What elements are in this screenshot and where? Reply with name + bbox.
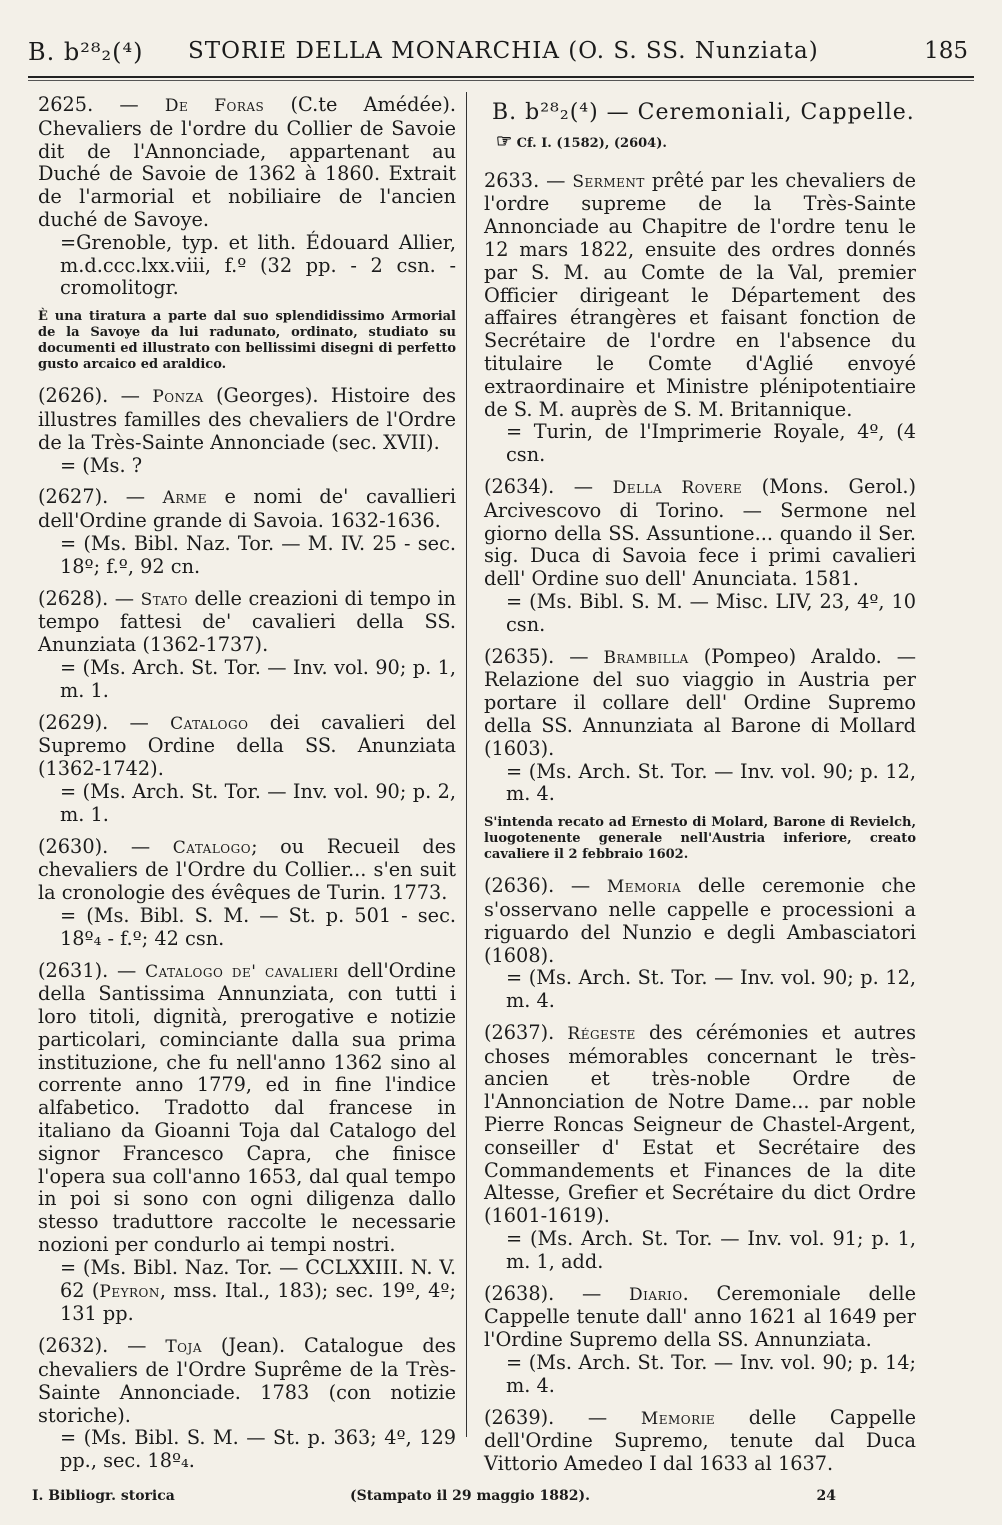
header-title: STORIE DELLA MONARCHIA (O. S. SS. Nunziata) (188, 38, 819, 64)
entry-number: (2626). (38, 384, 109, 408)
column-divider (466, 92, 467, 1437)
entry-2632: (2632). — Toja (Jean). Catalogue des chevaliers de l'Ordre Suprême de la Très-Sainte Annonciade. 1783 (con notizie storiche). = (Ms. Bibl. S. M. — St. p. 363; 4º, 129 pp., sec. 18º₄. (38, 1334, 456, 1473)
entry-citation: = (Ms. Bibl. S. M. — Misc. LIV, 23, 4º, 10 csn. (506, 589, 916, 636)
entry-number: (2634). (484, 474, 555, 498)
entry-number: (2638). (484, 1281, 555, 1305)
entry-citation: = (Ms. Arch. St. Tor. — Inv. vol. 90; p. 12, m. 4. (506, 966, 916, 1013)
left-column (38, 94, 456, 1482)
entry-2633: 2633. — Serment prêté par les chevaliers de l'ordre supreme de la Très-Sainte Annonciade au Chapitre de l'ordre tenu le 12 mars 1822, ensuite des ordres donnés par S. M. au Comte de la Val, premier Officier dirigeant le Département des affaires étrangères et faisant fonction de Secrétaire de l'ordre en l'absence du titulaire le Comte d'Aglié envoyé extraordinaire et Ministre plénipotentiaire de S. M. auprès de S. M. Britannique. = Turin, de l'Imprimerie Royale, 4º, (4 csn. (484, 168, 916, 467)
entry-author: Arme (162, 488, 207, 509)
entry-number: (2630). (38, 834, 109, 858)
entry-author: Memoria (606, 877, 682, 898)
entry-number: 2625. (38, 93, 94, 116)
entry-number: (2631). (38, 958, 109, 982)
entry-author: Brambilla (603, 647, 689, 668)
entry-author: Serment (572, 171, 645, 192)
entry-citation: = (Ms. Arch. St. Tor. — Inv. vol. 90; p. 1, m. 1. (60, 655, 456, 702)
entry-number: (2629). (38, 710, 109, 734)
entry-title: (Jean). Catalogue des chevaliers de l'Ordre Suprême de la Très-Sainte Annonciade. 1783 (con notizie storiche). (38, 1334, 456, 1427)
entry-title: prêté par les chevaliers de l'ordre supreme de la Très-Sainte Annonciade au Chapitre de l'ordre tenu le 12 mars 1822, ensuite des ordres donnés par S. M. au Comte de la Val, premier Officier dirigeant le Département des affaires étrangères et faisant fonction de Secrétaire de l'ordre en l'absence du titulaire le Comte d'Aglié envoyé extraordinaire et Ministre plénipotentiaire de S. M. auprès de S. M. Britannique. (484, 168, 916, 421)
entry-author: Stato (140, 589, 188, 610)
cross-reference-text: Cf. I. (1582), (2604). (516, 135, 667, 151)
entry-number: (2632). (38, 1334, 109, 1358)
entry-author: Ponza (152, 387, 204, 408)
entry-title: (C.te Amédée). Chevaliers de l'ordre du Collier de Savoie dit de l'Annonciade, appartenant au Duché de Savoie de 1362 à 1860. Extrait de l'armorial et nobiliaire de l'ancien duché de Savoye. (38, 93, 456, 231)
entry-author: De Foras (164, 96, 265, 116)
entry-number: (2628). (38, 586, 109, 610)
entry-title: . Ceremoniale delle Cappelle tenute dall' anno 1621 al 1649 per l'Ordine Supremo della SS. Annunziata. (484, 1281, 916, 1352)
entry-title: des cérémonies et autres choses mémorables concernant le très-ancien et très-noble Ordre de l'Annonciation de Notre Dame... par noble Pierre Roncas Seigneur de Chastel-Argent, conseiller d' Estat et Secrétaire des Commandements et Finances de la dite Altesse, Grefier et Secrétaire du dict Ordre (1601-1619). (484, 1020, 916, 1228)
citation-part: , mss. Ital., 183); sec. 19º, 4º; 131 pp. (60, 1278, 456, 1326)
page-number: 185 (924, 38, 968, 64)
entry-2628: (2628). — Stato delle creazioni di tempo in tempo fattesi de' cavalieri della SS. Anunziata (1362-1737). = (Ms. Arch. St. Tor. — Inv. vol. 90; p. 1, m. 1. (38, 586, 456, 702)
entry-number: (2636). (484, 874, 555, 898)
entry-citation: = (Ms. Arch. St. Tor. — Inv. vol. 90; p. 2, m. 1. (60, 779, 456, 826)
entry-2637 (484, 1022, 916, 1274)
entry-author: Memorie (640, 1408, 716, 1429)
entry-title: (Pompeo) Araldo. — Relazione del suo viaggio in Austria per portare il collare dell' Ordine Supremo della SS. Annunziata al Barone di Mollard (1603). (484, 644, 916, 760)
footer-left: I. Bibliogr. storica (32, 1488, 175, 1504)
entry-note: S'intenda recato ad Ernesto di Molard, Barone di Revielch, luogotenente generale nell'Austria inferiore, creato cavaliere il 2 febbraio 1602. (484, 815, 916, 863)
entry-title: delle ceremonie che s'osservano nelle cappelle e processioni a riguardo del Nunzio e degli Ambasciatori (1608). (484, 874, 917, 967)
entry-number: (2627). (38, 485, 109, 509)
entry-title: (Georges). Histoire des illustres familles des chevaliers de l'Ordre de la Très-Sainte Annonciade (sec. XVII). (38, 384, 456, 454)
entry-2638: (2638). — Diario. Ceremoniale delle Cappelle tenute dall' anno 1621 al 1649 per l'Ordine Supremo della SS. Annunziata. = (Ms. Arch. St. Tor. — Inv. vol. 90; p. 14; m. 4. (484, 1281, 916, 1397)
entry-2631: (2631). — Catalogo de' cavalieri dell'Ordine della Santissima Annunziata, con tutti i loro titoli, dignità, prerogative e notizie particolari, cominciante dalla sua prima instituzione, che fu nell'anno 1362 sino al corrente anno 1779, ed in fine l'indice alfabetico. Tradotto dal francese in italiano da Gioanni Toja dal Catalogo del signor Francesco Capra, che finisce l'opera sua coll'anno 1653, dal qual tempo in poi si sono con ogni diligenza dallo stesso traduttore raccolte le necessarie nozioni per condurlo ai tempi nostri. = (Ms. Bibl. Naz. Tor. — CCLXXIII. N. V. 62 (Peyron, mss. Ital., 183); sec. 19º, 4º; 131 pp. (38, 958, 456, 1326)
entry-2639: (2639). — Memorie delle Cappelle dell'Ordine Supremo, tenute dal Duca Vittorio Amedeo I dal 1633 al 1637. (484, 1405, 916, 1476)
entry-author: Diario (628, 1284, 683, 1305)
entry-author: Régeste (567, 1023, 636, 1044)
entry-citation: = (Ms. Arch. St. Tor. — Inv. vol. 90; p. 12, m. 4. (506, 759, 916, 806)
header-rule (28, 76, 974, 78)
cross-reference (496, 131, 916, 156)
entry-title: dell'Ordine della Santissima Annunziata, con tutti i loro titoli, dignità, prerogative e notizie particolari, cominciante dalla sua prima instituzione, che fu nell'anno 1362 sino al corrente anno 1779, ed in fine l'indice alfabetico. Tradotto dal francese in italiano da Gioanni Toja dal Catalogo del signor Francesco Capra, che finisce l'opera sua coll'anno 1653, dal qual tempo in poi si sono con ogni diligenza dallo stesso traduttore raccolte le necessarie nozioni per condurlo ai tempi nostri. (38, 958, 456, 1257)
entry-2627: (2627). — Arme e nomi de' cavallieri dell'Ordine grande di Savoia. 1632-1636. = (Ms. Bibl. Naz. Tor. — M. IV. 25 - sec. 18º; f.º, 92 cn. (38, 485, 456, 578)
entry-2625: 2625. — De Foras (C.te Amédée). Chevaliers de l'ordre du Collier de Savoie dit de l'Annonciade, appartenant au Duché de Savoie de 1362 à 1860. Extrait de l'armorial et nobiliaire de l'ancien duché de Savoye. =Grenoble, typ. et lith. Édouard Allier, m.d.ccc.lxx.viii, f.º (32 pp. - 2 csn. - cromolitogr. (38, 93, 456, 300)
entry-number: 2633. (484, 168, 540, 192)
header-rule-thin (28, 80, 974, 81)
entry-2630: (2630). — Catalogo; ou Recueil des chevaliers de l'Ordre du Collier... s'en suit la cronologie des évêques de Turin. 1773. = (Ms. Bibl. S. M. — St. p. 501 - sec. 18º₄ - f.º; 42 csn. (38, 834, 456, 950)
section-title: B. b²⁸₂(⁴) — Ceremoniali, Cappelle. (492, 100, 915, 125)
entry-2634: (2634). — Della Rovere (Mons. Gerol.) Arcivescovo di Torino. — Sermone nel giorno della SS. Assuntione... quando il Ser. sig. Duca di Savoia fece i primi cavalieri dell' Ordine suo dell' Anunciata. 1581. = (Ms. Bibl. S. M. — Misc. LIV, 23, 4º, 10 csn. (484, 474, 916, 636)
entry-citation: = (Ms. ? (60, 453, 143, 477)
footer-signature: 24 (816, 1488, 836, 1504)
right-column (484, 94, 916, 1485)
entry-author: Toja (165, 1337, 202, 1358)
entry-title: delle Cappelle dell'Ordine Supremo, tenute dal Duca Vittorio Amedeo I dal 1633 al 1637. (484, 1405, 916, 1476)
entry-title: delle creazioni di tempo in tempo fattesi de' cavalieri della SS. Anunziata (1362-1737). (38, 586, 456, 657)
entry-author: Catalogo de' cavalieri (145, 961, 339, 982)
entry-note: È una tiratura a parte dal suo splendidissimo Armorial de la Savoye da lui radunato, ordinato, studiato su documenti ed illustrato con bellissimi disegni di perfetto gusto arcaico ed araldico. (38, 309, 456, 373)
entry-2636: (2636). — Memoria delle ceremonie che s'osservano nelle cappelle e processioni a riguardo del Nunzio e degli Ambasciatori (1608). = (Ms. Arch. St. Tor. — Inv. vol. 90; p. 12, m. 4. (484, 874, 917, 1013)
entry-number: (2637). (484, 1020, 555, 1044)
entry-title: dei cavalieri del Supremo Ordine della SS. Anunziata (1362-1742). (38, 710, 456, 781)
entry-2629: (2629). — Catalogo dei cavalieri del Supremo Ordine della SS. Anunziata (1362-1742). = (Ms. Arch. St. Tor. — Inv. vol. 90; p. 2, m. 1. (38, 710, 456, 826)
running-header (28, 32, 974, 84)
entry-citation: =Grenoble, typ. et lith. Édouard Allier, m.d.ccc.lxx.viii, f.º (32 pp. - 2 csn. - cromolitogr. (60, 230, 456, 300)
entry-citation: = (Ms. Bibl. S. M. — St. p. 501 - sec. 18º₄ - f.º; 42 csn. (60, 903, 456, 950)
header-shelfmark: B. b²⁸₂(⁴) (28, 38, 144, 66)
footer-center: (Stampato il 29 maggio 1882). (350, 1488, 590, 1504)
entry-citation: = Turin, de l'Imprimerie Royale, 4º, (4 csn. (506, 420, 916, 467)
citation-author: Peyron (99, 1281, 160, 1302)
entry-author: Catalogo (170, 713, 249, 734)
entry-number: (2635). (484, 644, 555, 668)
entry-citation (38, 1257, 456, 1326)
entry-citation: = (Ms. Arch. St. Tor. — Inv. vol. 91; p. 1, m. 1, add. (506, 1227, 916, 1273)
entry-author: Della Rovere (612, 477, 743, 498)
entry-citation: = (Ms. Arch. St. Tor. — Inv. vol. 90; p. 14; m. 4. (506, 1351, 916, 1397)
entry-title: (Mons. Gerol.) Arcivescovo di Torino. — Sermone nel giorno della SS. Assuntione... quando il Ser. sig. Duca di Savoia fece i primi cavalieri dell' Ordine suo dell' Anunciata. 1581. (484, 474, 916, 591)
entry-2635: (2635). — Brambilla (Pompeo) Araldo. — Relazione del suo viaggio in Austria per portare il collare dell' Ordine Supremo della SS. Annunziata al Barone di Mollard (1603). = (Ms. Arch. St. Tor. — Inv. vol. 90; p. 12, m. 4. (484, 644, 916, 806)
entry-title: e nomi de' cavallieri dell'Ordine grande di Savoia. 1632-1636. (38, 485, 456, 533)
entry-citation: = (Ms. Bibl. Naz. Tor. — M. IV. 25 - sec. 18º; f.º, 92 cn. (60, 531, 456, 578)
entry-author: Catalogo (172, 837, 252, 858)
entry-2626: (2626). — Ponza (Georges). Histoire des illustres familles des chevaliers de l'Ordre de la Très-Sainte Annonciade (sec. XVII). = (Ms. ? (38, 384, 456, 477)
citation-part: = (Ms. Bibl. Naz. Tor. — CCLXXIII. N. V. 62 ( (60, 1255, 456, 1302)
entry-title: ; ou Recueil des chevaliers de l'Ordre du Collier... s'en suit la cronologie des évêques de Turin. 1773. (38, 834, 456, 905)
entry-citation: = (Ms. Bibl. S. M. — St. p. 363; 4º, 129 pp., sec. 18º₄. (60, 1426, 456, 1473)
entry-number: (2639). (484, 1405, 555, 1429)
pointing-hand-icon: ☞ (496, 130, 513, 152)
